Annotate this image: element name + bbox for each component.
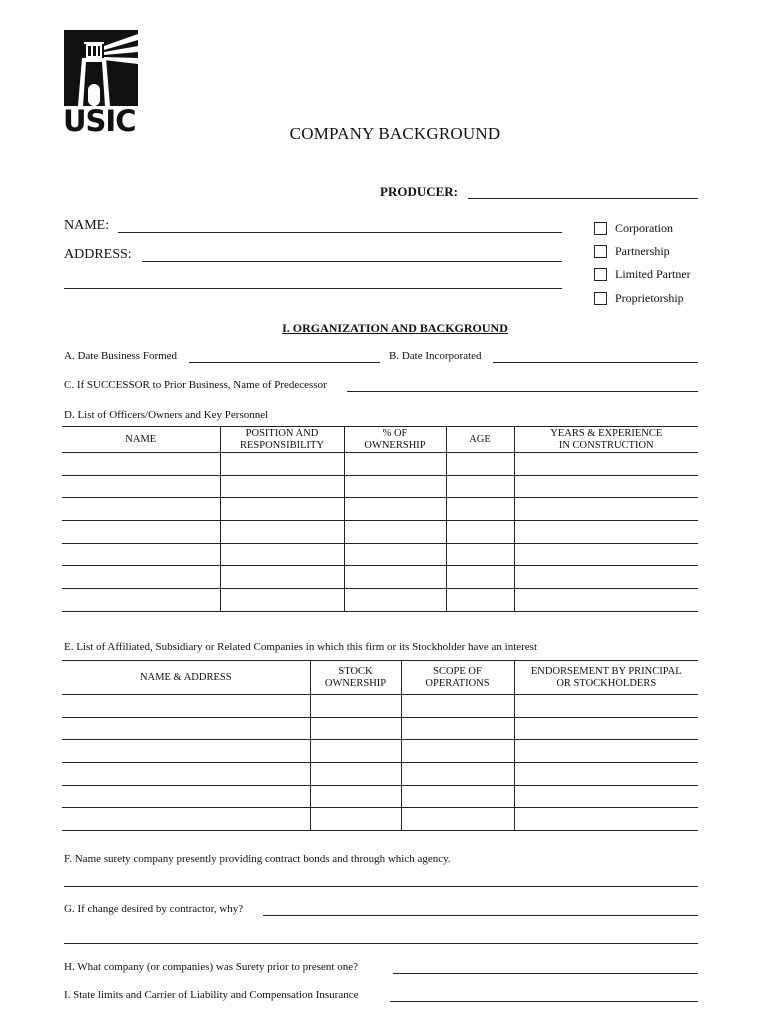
surety-field[interactable] (64, 886, 698, 887)
checkbox-proprietorship[interactable] (594, 291, 684, 306)
table-cell[interactable] (220, 453, 344, 476)
limits-field[interactable] (390, 1001, 698, 1002)
limits-label: I. State limits and Carrier of Liability and Compensation Insurance (64, 989, 359, 1001)
table-cell[interactable] (62, 543, 220, 566)
table-cell[interactable] (401, 695, 514, 718)
change-label: G. If change desired by contractor, why? (64, 903, 244, 915)
table-cell[interactable] (401, 740, 514, 763)
col-header-experience: YEARS & EXPERIENCE IN CONSTRUCTION (514, 427, 698, 453)
col-header-position: POSITION AND RESPONSIBILITY (220, 427, 344, 453)
table-row (62, 521, 698, 544)
table-cell[interactable] (446, 543, 514, 566)
table-cell[interactable] (62, 785, 310, 808)
table-cell[interactable] (446, 566, 514, 589)
surety-label: F. Name surety company presently providing contract bonds and through which agency. (64, 853, 451, 865)
table-row (62, 543, 698, 566)
table-cell[interactable] (514, 695, 698, 718)
table-cell[interactable] (446, 521, 514, 544)
col-header-stock: STOCK OWNERSHIP (310, 661, 401, 695)
table-cell[interactable] (514, 717, 698, 740)
table-cell[interactable] (514, 808, 698, 831)
table-cell[interactable] (62, 740, 310, 763)
date-incorporated-label: B. Date Incorporated (389, 350, 482, 362)
col-header-name-address: NAME & ADDRESS (62, 661, 310, 695)
table-cell[interactable] (401, 808, 514, 831)
table-cell[interactable] (344, 566, 446, 589)
table-row (62, 763, 698, 786)
checkbox-limited-partner[interactable] (594, 267, 691, 282)
officers-table (62, 426, 698, 612)
table-cell[interactable] (344, 475, 446, 498)
affiliated-list-label: E. List of Affiliated, Subsidiary or Related Companies in which this firm or its Stockholder have an interest (64, 641, 538, 653)
table-cell[interactable] (220, 589, 344, 612)
checkbox-corporation[interactable] (594, 221, 673, 236)
table-cell[interactable] (62, 717, 310, 740)
col-header-scope: SCOPE OF OPERATIONS (401, 661, 514, 695)
date-formed-label: A. Date Business Formed (64, 350, 178, 362)
table-cell[interactable] (62, 695, 310, 718)
table-cell[interactable] (514, 543, 698, 566)
table-row (62, 498, 698, 521)
table-cell[interactable] (401, 785, 514, 808)
table-row (62, 717, 698, 740)
table-row (62, 475, 698, 498)
table-cell[interactable] (62, 589, 220, 612)
col-header-endorsement: ENDORSEMENT BY PRINCIPAL OR STOCKHOLDERS (514, 661, 698, 695)
table-cell[interactable] (62, 763, 310, 786)
checkbox-label: Proprietorship (615, 291, 684, 305)
table-cell[interactable] (344, 453, 446, 476)
checkbox-label: Corporation (615, 221, 673, 235)
producer-field[interactable] (468, 198, 698, 199)
col-header-name: NAME (62, 427, 220, 453)
table-cell[interactable] (344, 521, 446, 544)
table-cell[interactable] (446, 498, 514, 521)
table-cell[interactable] (514, 521, 698, 544)
col-header-ownership: % OF OWNERSHIP (344, 427, 446, 453)
address-field[interactable] (142, 261, 562, 262)
table-row (62, 808, 698, 831)
checkbox-label: Partnership (615, 244, 670, 258)
table-cell[interactable] (310, 695, 401, 718)
table-cell[interactable] (401, 763, 514, 786)
name-field[interactable] (118, 232, 562, 233)
table-cell[interactable] (220, 543, 344, 566)
checkbox-partnership[interactable] (594, 244, 670, 259)
checkbox-label: Limited Partner (615, 267, 691, 281)
table-cell[interactable] (220, 475, 344, 498)
table-cell[interactable] (344, 589, 446, 612)
affiliated-table (62, 660, 698, 831)
table-row (62, 695, 698, 718)
address-label: ADDRESS: (64, 247, 132, 262)
change-field-line2[interactable] (64, 943, 698, 944)
table-cell[interactable] (401, 717, 514, 740)
table-cell[interactable] (310, 717, 401, 740)
table-cell[interactable] (446, 589, 514, 612)
address-field-line2[interactable] (64, 288, 562, 289)
table-cell[interactable] (344, 498, 446, 521)
table-cell[interactable] (344, 543, 446, 566)
table-cell[interactable] (514, 589, 698, 612)
producer-label: PRODUCER: (380, 184, 458, 199)
checkbox[interactable] (594, 222, 607, 235)
table-row (62, 740, 698, 763)
table-cell[interactable] (220, 498, 344, 521)
table-row (62, 589, 698, 612)
table-cell[interactable] (62, 498, 220, 521)
change-field[interactable] (263, 915, 698, 916)
table-cell[interactable] (514, 475, 698, 498)
table-cell[interactable] (310, 785, 401, 808)
prior-surety-label: H. What company (or companies) was Surety prior to present one? (64, 961, 358, 973)
table-cell[interactable] (514, 740, 698, 763)
table-cell[interactable] (446, 475, 514, 498)
table-cell[interactable] (514, 566, 698, 589)
table-cell[interactable] (514, 498, 698, 521)
table-row (62, 785, 698, 808)
checkbox[interactable] (594, 292, 607, 305)
prior-surety-field[interactable] (393, 973, 698, 974)
table-cell[interactable] (220, 521, 344, 544)
checkbox[interactable] (594, 245, 607, 258)
officers-list-label: D. List of Officers/Owners and Key Personnel (64, 409, 269, 421)
table-cell[interactable] (220, 566, 344, 589)
table-cell[interactable] (62, 808, 310, 831)
table-cell[interactable] (310, 740, 401, 763)
table-cell[interactable] (514, 785, 698, 808)
table-row (62, 453, 698, 476)
date-incorporated-field[interactable] (493, 362, 698, 363)
successor-field[interactable] (347, 391, 698, 392)
successor-label: C. If SUCCESSOR to Prior Business, Name of Predecessor (64, 379, 327, 391)
date-formed-field[interactable] (189, 362, 380, 363)
table-cell[interactable] (514, 453, 698, 476)
col-header-age: AGE (446, 427, 514, 453)
name-label: NAME: (64, 218, 110, 233)
table-cell[interactable] (310, 763, 401, 786)
table-cell[interactable] (62, 521, 220, 544)
table-cell[interactable] (310, 808, 401, 831)
checkbox[interactable] (594, 268, 607, 281)
logo-text: USIC (63, 104, 136, 138)
page-title: COMPANY BACKGROUND (289, 124, 501, 143)
table-row (62, 566, 698, 589)
table-cell[interactable] (62, 453, 220, 476)
table-cell[interactable] (62, 566, 220, 589)
table-cell[interactable] (514, 763, 698, 786)
table-cell[interactable] (62, 475, 220, 498)
section-title: I. ORGANIZATION AND BACKGROUND (282, 321, 508, 335)
table-cell[interactable] (446, 453, 514, 476)
